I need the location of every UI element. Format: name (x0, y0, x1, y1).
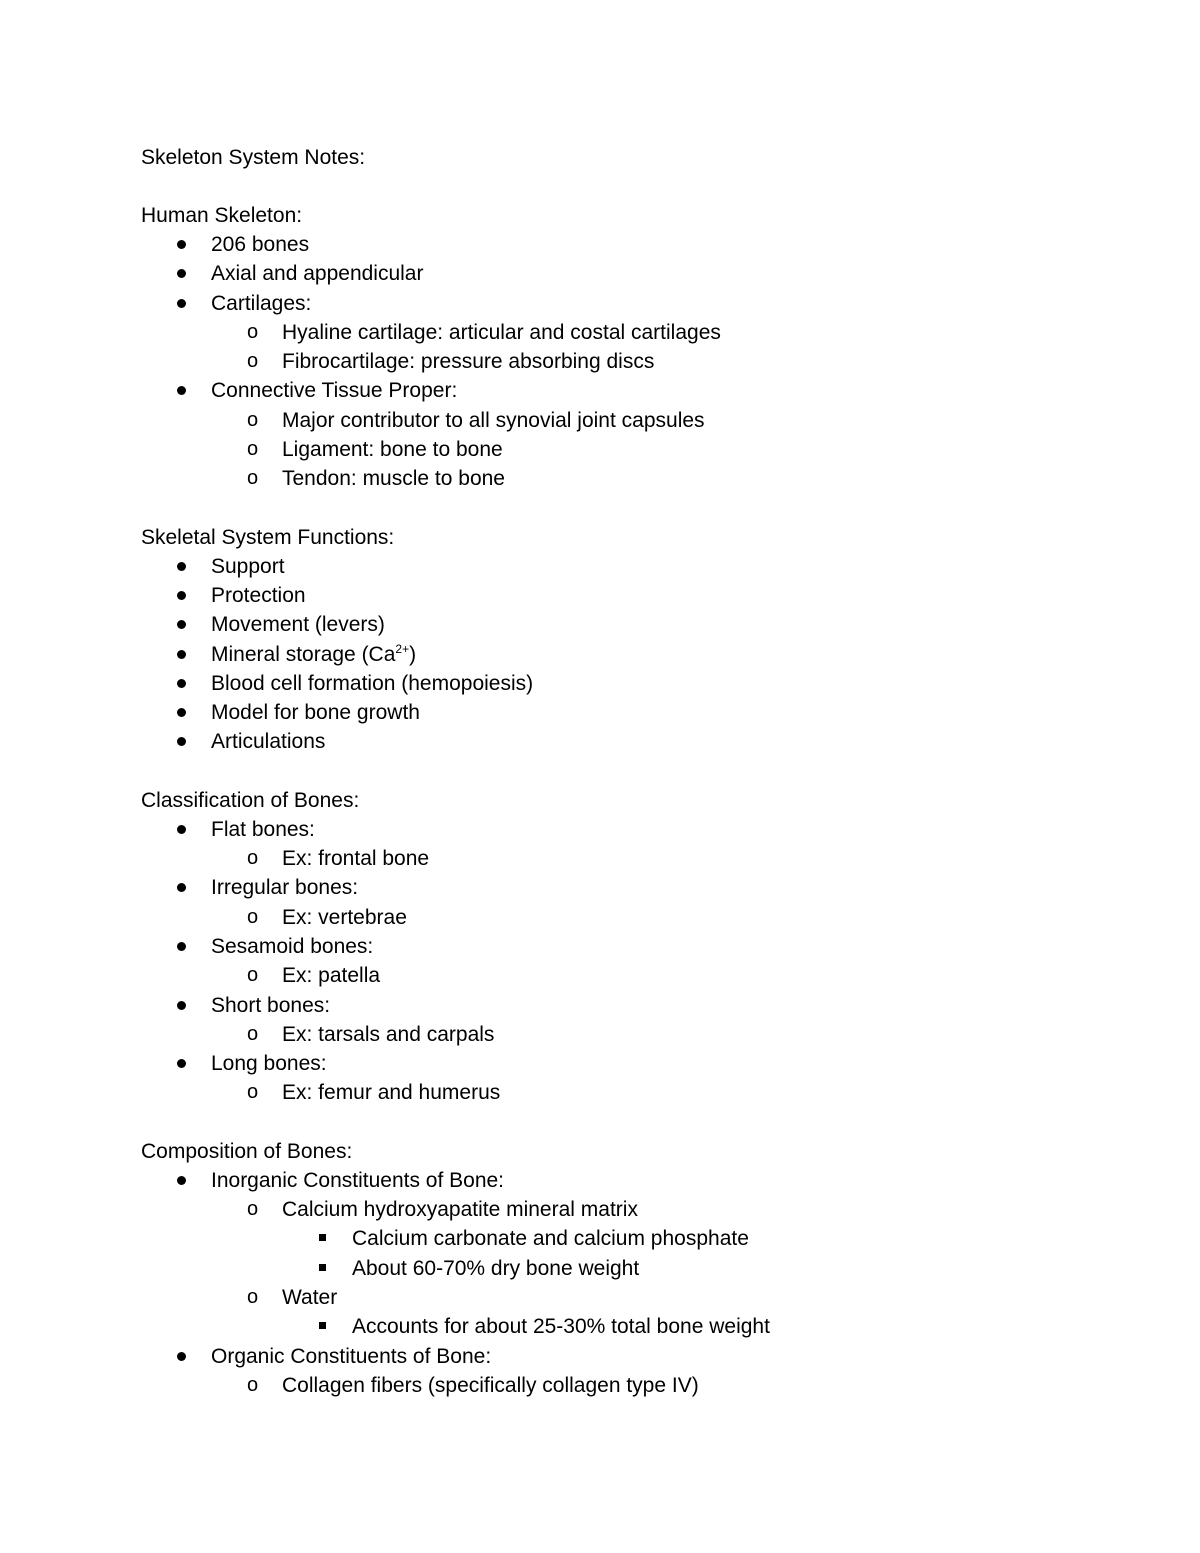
bullet-circle-icon: o (247, 1022, 259, 1045)
list-item-text: Ex: patella (282, 964, 381, 988)
bullet-dot-icon (177, 942, 186, 951)
section-heading: Classification of Bones: (141, 788, 360, 812)
list-item-text: Movement (levers) (211, 613, 385, 637)
list-item-text: Protection (211, 583, 306, 607)
bullet-circle-icon: o (247, 964, 259, 987)
bullet-dot-icon (177, 883, 186, 892)
list-item-text: Short bones: (211, 993, 331, 1017)
list-item-text: Connective Tissue Proper: (211, 379, 458, 403)
page-title: Skeleton System Notes: (141, 146, 366, 169)
notes-section (141, 523, 1101, 757)
list-item-text: 206 bones (211, 233, 310, 256)
list-item (141, 610, 1101, 639)
list-item (141, 552, 1101, 581)
list-item (141, 727, 1101, 756)
bullet-circle-icon: o (247, 350, 259, 373)
section-heading: Skeletal System Functions: (141, 525, 395, 549)
bullet-square-icon (319, 1264, 326, 1271)
list-item (141, 1166, 1101, 1195)
list-item (141, 376, 1101, 405)
list-item-text: Tendon: muscle to bone (282, 467, 505, 491)
bullet-square-icon (319, 1234, 326, 1241)
list-item-text: Organic Constituents of Bone: (211, 1344, 492, 1368)
bullet-circle-icon: o (247, 408, 259, 431)
list-item-text: Cartilages: (211, 291, 312, 315)
notes-body (141, 143, 1101, 1400)
bullet-list (141, 1166, 1101, 1400)
bullet-circle-icon: o (247, 438, 259, 461)
notes-section (141, 201, 1101, 494)
list-item-text: Ex: frontal bone (282, 847, 430, 871)
list-item-text: Fibrocartilage: pressure absorbing discs (282, 350, 655, 374)
list-item-text: Calcium carbonate and calcium phosphate (352, 1227, 749, 1251)
list-item (141, 289, 1101, 318)
list-item-text: Hyaline cartilage: articular and costal cartilages (282, 320, 721, 344)
list-item-text: Articulations (211, 730, 326, 754)
list-item-text: Irregular bones: (211, 876, 359, 900)
bullet-circle-icon: o (247, 320, 259, 343)
list-item-text: Calcium hydroxyapatite mineral matrix (282, 1198, 638, 1222)
bullet-dot-icon (177, 299, 186, 308)
list-item-text: Support (211, 554, 285, 578)
list-item-text: Axial and appendicular (211, 262, 424, 286)
bullet-dot-icon (177, 679, 186, 688)
list-item (141, 1283, 1101, 1312)
bullet-list (141, 552, 1101, 757)
list-item-text: Flat bones: (211, 817, 315, 841)
blank-line (141, 494, 1101, 523)
bullet-dot-icon (177, 1352, 186, 1361)
list-item-text: Accounts for about 25-30% total bone weight (352, 1315, 770, 1339)
list-item (141, 873, 1101, 902)
blank-line (141, 757, 1101, 786)
list-item (141, 815, 1101, 844)
list-item-text: Ex: tarsals and carpals (282, 1022, 495, 1046)
list-item (141, 903, 1101, 932)
list-item (141, 435, 1101, 464)
bullet-dot-icon (177, 1059, 186, 1068)
list-item (141, 230, 1101, 259)
list-item (141, 991, 1101, 1020)
list-item (141, 1078, 1101, 1107)
bullet-list (141, 815, 1101, 1108)
list-item (141, 1195, 1101, 1224)
list-item-text: Inorganic Constituents of Bone: (211, 1168, 505, 1192)
list-item (141, 640, 1101, 669)
list-item-text-suffix: ) (409, 642, 417, 666)
bullet-list (141, 230, 1101, 494)
notes-section (141, 1137, 1101, 1400)
bullet-dot-icon (177, 1176, 186, 1185)
list-item-text: Collagen fibers (specifically collagen type IV) (282, 1373, 699, 1397)
list-item-text: Ex: femur and humerus (282, 1081, 501, 1105)
list-item-text: Ex: vertebrae (282, 905, 407, 929)
list-item (141, 1312, 1101, 1341)
bullet-dot-icon (177, 708, 186, 717)
bullet-dot-icon (177, 620, 186, 629)
list-item-text: Major contributor to all synovial joint capsules (282, 408, 705, 432)
superscript: 2+ (395, 641, 410, 656)
list-item-text: Blood cell formation (hemopoiesis) (211, 671, 534, 695)
notes-section (141, 786, 1101, 1108)
bullet-circle-icon: o (247, 1081, 259, 1104)
list-item (141, 844, 1101, 873)
list-item-text: Model for bone growth (211, 701, 420, 725)
list-item (141, 698, 1101, 727)
bullet-dot-icon (177, 650, 186, 659)
list-item (141, 961, 1101, 990)
bullet-dot-icon (177, 562, 186, 571)
list-item (141, 347, 1101, 376)
list-item-text: Sesamoid bones: (211, 934, 374, 958)
bullet-dot-icon (177, 591, 186, 600)
list-item (141, 932, 1101, 961)
list-item-text: Water (282, 1285, 338, 1309)
section-heading: Human Skeleton: (141, 204, 303, 227)
bullet-circle-icon: o (247, 1285, 259, 1308)
bullet-dot-icon (177, 269, 186, 278)
bullet-circle-icon: o (247, 467, 259, 490)
bullet-circle-icon: o (247, 1198, 259, 1221)
bullet-dot-icon (177, 737, 186, 746)
bullet-dot-icon (177, 1001, 186, 1010)
list-item (141, 1371, 1101, 1400)
list-item (141, 1254, 1101, 1283)
list-item (141, 1020, 1101, 1049)
bullet-circle-icon: o (247, 1373, 259, 1396)
bullet-dot-icon (177, 240, 186, 249)
bullet-square-icon (319, 1322, 326, 1329)
bullet-circle-icon: o (247, 847, 259, 870)
list-item-text: About 60-70% dry bone weight (352, 1256, 640, 1280)
list-item (141, 581, 1101, 610)
list-item (141, 1224, 1101, 1253)
list-item (141, 464, 1101, 493)
list-item (141, 406, 1101, 435)
bullet-circle-icon: o (247, 905, 259, 928)
bullet-dot-icon (177, 825, 186, 834)
blank-line (141, 172, 1101, 201)
list-item (141, 1049, 1101, 1078)
bullet-dot-icon (177, 386, 186, 395)
list-item (141, 1342, 1101, 1371)
list-item-text: Long bones: (211, 1052, 327, 1076)
section-heading: Composition of Bones: (141, 1139, 353, 1163)
list-item-text: Ligament: bone to bone (282, 438, 503, 462)
list-item-text: Mineral storage (Ca (211, 642, 396, 666)
blank-line (141, 1108, 1101, 1137)
list-item (141, 318, 1101, 347)
list-item (141, 669, 1101, 698)
list-item (141, 259, 1101, 288)
